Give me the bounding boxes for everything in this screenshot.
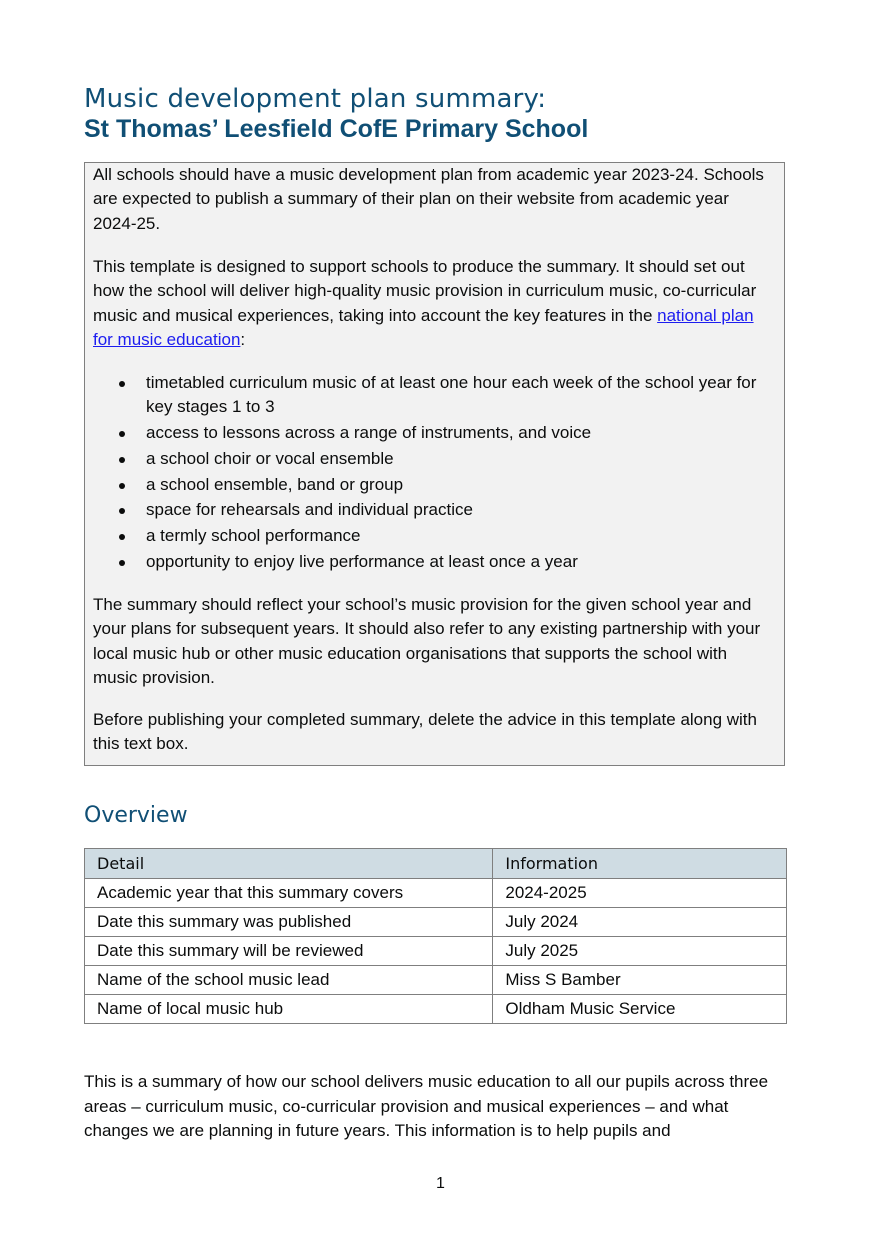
list-item: [93, 447, 776, 471]
bullet-icon: [119, 431, 125, 437]
table-row: [85, 937, 787, 966]
list-item-text: space for rehearsals and individual practice: [146, 500, 473, 520]
information-cell: Miss S Bamber: [493, 966, 787, 995]
list-item: [93, 473, 776, 497]
bullet-icon: [119, 508, 125, 514]
list-item-text: a school choir or vocal ensemble: [146, 448, 394, 468]
detail-cell: Name of local music hub: [85, 995, 493, 1024]
information-cell: 2024-2025: [493, 879, 787, 908]
information-cell: July 2025: [493, 937, 787, 966]
table-row: [85, 908, 787, 937]
advice-paragraph-3: The summary should reflect your school’s music provision for the given school year and your plans for subsequent years. It should also refer to any existing partnership with your local music hub or other music education organisations that supports the school with music provision.: [93, 595, 761, 687]
advice-paragraph-1: All schools should have a music development plan from academic year 2023-24. Schools are expected to publish a summary of their plan on their website from academic year 2024-25.: [93, 165, 764, 233]
table-row: [85, 966, 787, 995]
bullet-icon: [119, 483, 125, 489]
table-row: [85, 879, 787, 908]
list-item: [93, 371, 776, 420]
advice-paragraph-4: Before publishing your completed summary, delete the advice in this template along with this text box.: [93, 710, 757, 754]
national-plan-link[interactable]: national plan for music education: [93, 305, 754, 349]
bullet-icon: [119, 534, 125, 540]
table-header-row: [85, 849, 787, 879]
advice-paragraph-2: [93, 255, 776, 352]
bullet-icon: [119, 560, 125, 566]
list-item: [93, 550, 776, 574]
overview-table: [84, 848, 787, 1024]
list-item-text: a school ensemble, band or group: [146, 474, 404, 494]
column-header-detail: Detail: [85, 849, 493, 879]
detail-cell: Date this summary will be reviewed: [85, 937, 493, 966]
page-title: Music development plan summary:: [84, 84, 547, 114]
advice-text-box: [84, 162, 785, 766]
school-name-title: St Thomas’ Leesfield CofE Primary School: [84, 115, 589, 143]
list-item: [93, 498, 776, 522]
bullet-icon: [119, 381, 125, 387]
page-number: 1: [436, 1175, 445, 1192]
list-item-text: timetabled curriculum music of at least one hour each week of the school year for key stages 1 to 3: [146, 373, 757, 417]
list-item: [93, 421, 776, 445]
overview-heading: Overview: [84, 803, 188, 828]
table-row: [85, 995, 787, 1024]
list-item-text: opportunity to enjoy live performance at least once a year: [146, 552, 578, 572]
summary-paragraph: This is a summary of how our school delivers music education to all our pupils across three areas – curriculum music, co-curricular provision and musical experiences – and what changes we are planning in future years. This information is to help pupils and: [84, 1072, 769, 1140]
list-item-text: access to lessons across a range of instruments, and voice: [146, 423, 592, 443]
list-item: [93, 524, 776, 548]
detail-cell: Academic year that this summary covers: [85, 879, 493, 908]
advice-paragraph-2-colon: :: [240, 329, 246, 349]
advice-paragraph-2-text: This template is designed to support schools to produce the summary. It should set out how the school will deliver high-quality music provision in curriculum music, co-curricular music and musical experiences, taking into account the key features in the: [93, 257, 757, 325]
information-cell: July 2024: [493, 908, 787, 937]
information-cell: Oldham Music Service: [493, 995, 787, 1024]
detail-cell: Name of the school music lead: [85, 966, 493, 995]
key-features-list: [93, 371, 776, 576]
bullet-icon: [119, 457, 125, 463]
list-item-text: a termly school performance: [146, 526, 361, 546]
column-header-information: Information: [493, 849, 787, 879]
detail-cell: Date this summary was published: [85, 908, 493, 937]
